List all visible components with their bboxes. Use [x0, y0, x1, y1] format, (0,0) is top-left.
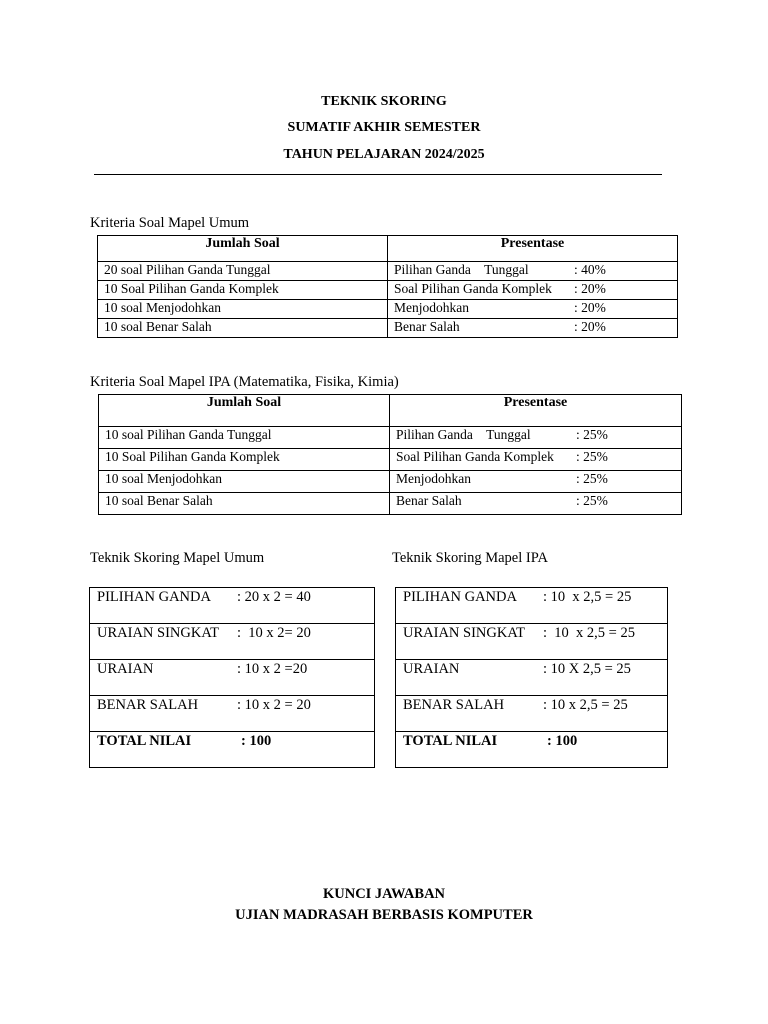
cell-persen: : 25%	[576, 471, 608, 486]
cell-jenis: Pilihan Ganda Tunggal	[396, 427, 531, 442]
title-line-2: SUMATIF AKHIR SEMESTER	[287, 120, 481, 135]
skoring-label: URAIAN SINGKAT	[403, 625, 526, 641]
table-row	[396, 696, 668, 732]
cell-jumlah: 10 Soal Pilihan Ganda Komplek	[99, 449, 390, 471]
skoring-label: PILIHAN GANDA	[97, 589, 211, 605]
skoring-value: : 20 x 2 = 40	[237, 589, 311, 605]
skoring-ipa-table	[395, 587, 668, 768]
skoring-value: : 10 x 2 = 20	[237, 697, 311, 713]
table-row	[99, 427, 682, 449]
cell-presentase	[390, 427, 682, 449]
table-row	[99, 493, 682, 515]
cell-jumlah: 10 soal Menjodohkan	[99, 471, 390, 493]
table-row	[90, 696, 375, 732]
cell-jenis: Pilihan Ganda Tunggal	[394, 262, 529, 277]
title-line-1: TEKNIK SKORING	[321, 94, 447, 109]
cell-jumlah: 10 soal Menjodohkan	[98, 300, 388, 319]
skoring-cell	[90, 696, 375, 732]
cell-presentase	[388, 319, 678, 338]
col-jumlah-soal: Jumlah Soal	[99, 395, 390, 427]
total-row	[396, 732, 668, 768]
skoring-label: PILIHAN GANDA	[403, 589, 517, 605]
cell-jenis: Soal Pilihan Ganda Komplek	[394, 281, 552, 296]
skoring-cell	[396, 696, 668, 732]
cell-jumlah: 10 soal Benar Salah	[98, 319, 388, 338]
cell-persen: : 25%	[576, 427, 608, 442]
skoring-cell	[90, 588, 375, 624]
col-jumlah-soal: Jumlah Soal	[98, 236, 388, 262]
skoring-value: : 10 x 2= 20	[237, 625, 311, 641]
cell-persen: : 25%	[576, 493, 608, 508]
cell-jenis: Benar Salah	[394, 319, 460, 334]
skoring-cell	[90, 624, 375, 660]
header-divider	[94, 174, 662, 175]
title-line-3: TAHUN PELAJARAN 2024/2025	[283, 147, 485, 162]
cell-jenis: Soal Pilihan Ganda Komplek	[396, 449, 554, 464]
total-row	[90, 732, 375, 768]
table-row	[90, 660, 375, 696]
cell-jumlah: 10 soal Pilihan Ganda Tunggal	[99, 427, 390, 449]
col-presentase: Presentase	[390, 395, 682, 427]
total-value: : 100	[241, 733, 272, 749]
footer-line-2: UJIAN MADRASAH BERBASIS KOMPUTER	[235, 907, 533, 923]
footer-line-1: KUNCI JAWABAN	[322, 886, 446, 902]
skoring-value: : 10 x 2,5 = 25	[543, 625, 635, 641]
table-row	[396, 588, 668, 624]
skoring-label: BENAR SALAH	[97, 697, 199, 713]
umum-kriteria-table	[97, 235, 678, 338]
skoring-cell	[90, 732, 375, 768]
total-value: : 100	[547, 733, 578, 749]
table-row	[98, 300, 678, 319]
skoring-value: : 10 x 2,5 = 25	[543, 697, 628, 713]
table-row	[98, 281, 678, 300]
skoring-label: URAIAN	[403, 661, 460, 677]
skoring-label: BENAR SALAH	[403, 697, 505, 713]
cell-presentase	[388, 281, 678, 300]
cell-persen: : 20%	[574, 281, 606, 296]
cell-persen: : 25%	[576, 449, 608, 464]
skoring-umum-caption: Teknik Skoring Mapel Umum	[90, 550, 265, 566]
cell-jumlah: 10 soal Benar Salah	[99, 493, 390, 515]
table-row	[99, 471, 682, 493]
table-row	[90, 624, 375, 660]
cell-jenis: Menjodohkan	[396, 471, 471, 486]
cell-jenis: Menjodohkan	[394, 300, 469, 315]
cell-persen: : 20%	[574, 319, 606, 334]
table-row	[99, 449, 682, 471]
skoring-umum-table	[89, 587, 375, 768]
table-row	[98, 262, 678, 281]
cell-jenis: Benar Salah	[396, 493, 462, 508]
skoring-cell	[90, 660, 375, 696]
ipa-kriteria-caption: Kriteria Soal Mapel IPA (Matematika, Fisika, Kimia)	[90, 374, 399, 390]
skoring-cell	[396, 624, 668, 660]
cell-presentase	[390, 449, 682, 471]
table-header-row	[98, 236, 678, 262]
skoring-value: : 10 x 2 =20	[237, 661, 308, 677]
cell-presentase	[388, 262, 678, 281]
cell-jumlah: 20 soal Pilihan Ganda Tunggal	[98, 262, 388, 281]
skoring-cell	[396, 660, 668, 696]
total-label: TOTAL NILAI	[403, 733, 498, 749]
table-row	[396, 624, 668, 660]
skoring-value: : 10 x 2,5 = 25	[543, 589, 632, 605]
cell-presentase	[390, 493, 682, 515]
col-presentase: Presentase	[388, 236, 678, 262]
cell-persen: : 20%	[574, 300, 606, 315]
total-label: TOTAL NILAI	[97, 733, 192, 749]
ipa-kriteria-table	[98, 394, 682, 515]
table-row	[98, 319, 678, 338]
skoring-label: URAIAN SINGKAT	[97, 625, 220, 641]
table-row	[90, 588, 375, 624]
skoring-cell	[396, 588, 668, 624]
table-row	[396, 660, 668, 696]
table-header-row	[99, 395, 682, 427]
skoring-value: : 10 X 2,5 = 25	[543, 661, 631, 677]
cell-presentase	[390, 471, 682, 493]
skoring-label: URAIAN	[97, 661, 154, 677]
umum-kriteria-caption: Kriteria Soal Mapel Umum	[90, 215, 250, 231]
skoring-cell	[396, 732, 668, 768]
cell-persen: : 40%	[574, 262, 606, 277]
skoring-ipa-caption: Teknik Skoring Mapel IPA	[392, 550, 548, 566]
cell-presentase	[388, 300, 678, 319]
cell-jumlah: 10 Soal Pilihan Ganda Komplek	[98, 281, 388, 300]
